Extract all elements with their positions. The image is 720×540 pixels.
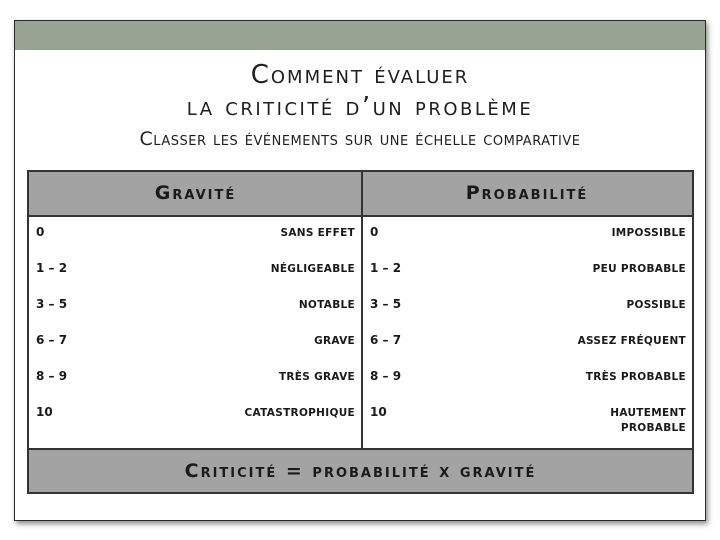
header-probabilite: Probabilité xyxy=(465,182,589,204)
gravite-label: SANS EFFET xyxy=(280,227,355,239)
gravite-range: 3 – 5 xyxy=(36,297,68,311)
gravite-range: 8 – 9 xyxy=(36,369,68,383)
probabilite-range: 3 – 5 xyxy=(370,297,402,311)
gravite-range: 6 – 7 xyxy=(36,333,68,347)
table-row xyxy=(29,253,361,289)
slide-title-line-1: Comment évaluer xyxy=(250,60,470,90)
table-row xyxy=(29,361,361,397)
gravite-label: GRAVE xyxy=(314,335,355,347)
table-row xyxy=(29,397,361,433)
gravite-label: CATASTROPHIQUE xyxy=(244,407,355,419)
probabilite-range: 0 xyxy=(370,225,379,239)
gravite-range: 10 xyxy=(36,405,53,419)
table-row xyxy=(29,289,361,325)
slide-top-bar xyxy=(15,21,705,50)
gravite-range: 1 – 2 xyxy=(36,261,68,275)
table-row xyxy=(29,325,361,361)
table-row xyxy=(363,253,692,289)
slide-subtitle: Classer les événements sur une échelle comparative xyxy=(139,128,581,150)
probabilite-label: POSSIBLE xyxy=(626,299,686,311)
probabilite-range: 6 – 7 xyxy=(370,333,402,347)
table-row xyxy=(29,217,361,253)
probabilite-label: PEU PROBABLE xyxy=(592,263,686,275)
probabilite-label: IMPOSSIBLE xyxy=(611,227,686,239)
probabilite-range: 1 – 2 xyxy=(370,261,402,275)
slide-title-line-2: la criticité d’un problème xyxy=(186,92,534,122)
header-gravite: Gravité xyxy=(154,182,237,204)
probabilite-range: 8 – 9 xyxy=(370,369,402,383)
gravite-label: NÉGLIGEABLE xyxy=(270,263,355,275)
probabilite-label: HAUTEMENT PROBABLE xyxy=(610,407,686,434)
criticality-formula: Criticité = probabilité x gravité xyxy=(184,460,537,482)
slide xyxy=(14,20,706,521)
table-row xyxy=(363,397,692,433)
probabilite-range: 10 xyxy=(370,405,387,419)
table-footer-row xyxy=(29,448,692,492)
table-row xyxy=(363,361,692,397)
gravite-label: NOTABLE xyxy=(298,299,355,311)
gravite-range: 0 xyxy=(36,225,45,239)
table-row xyxy=(363,325,692,361)
probabilite-label: ASSEZ FRÉQUENT xyxy=(577,335,686,347)
table-row xyxy=(363,217,692,253)
criticality-table xyxy=(27,170,694,494)
probabilite-label: TRÈS PROBABLE xyxy=(585,371,686,383)
table-row xyxy=(363,289,692,325)
gravite-label: TRÈS GRAVE xyxy=(278,371,355,383)
